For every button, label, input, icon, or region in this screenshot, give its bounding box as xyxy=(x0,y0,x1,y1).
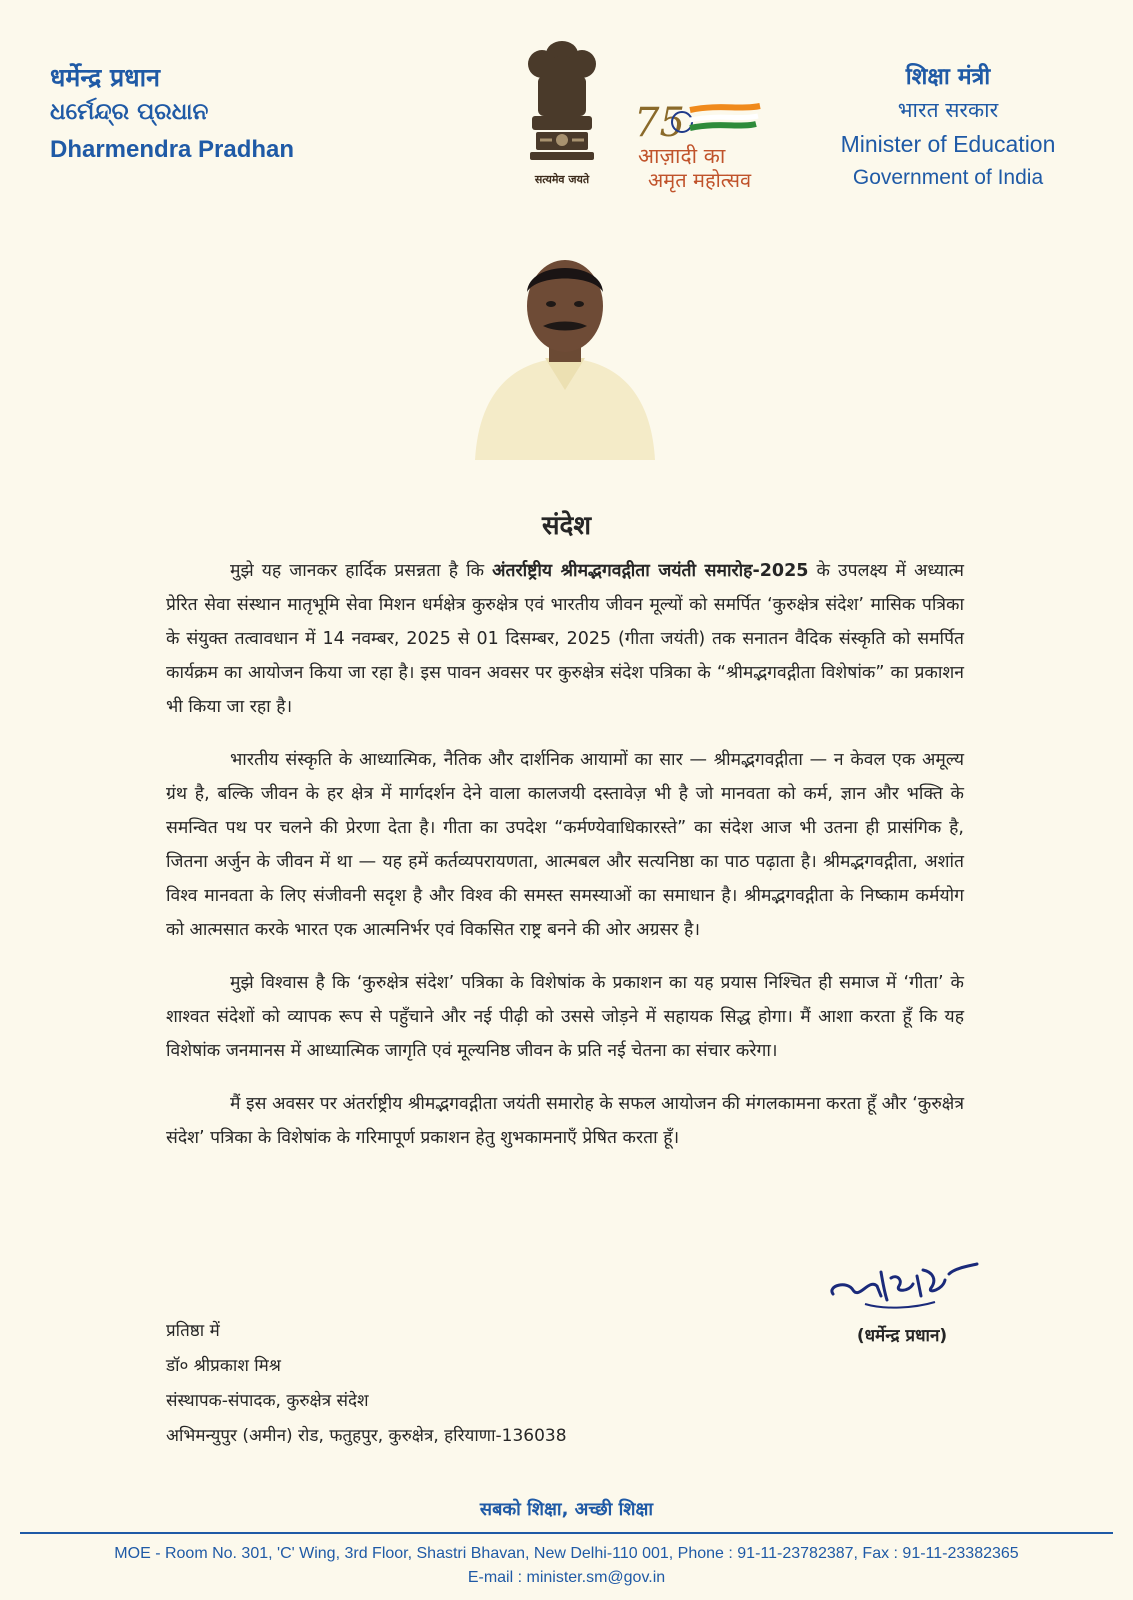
minister-name-hindi: धर्मेन्द्र प्रधान xyxy=(50,63,160,92)
paragraph-1-intro: मुझे यह जानकर हार्दिक प्रसन्नता है कि xyxy=(230,561,493,581)
header-right xyxy=(813,60,1083,194)
footer-slogan: सबको शिक्षा, अच्छी शिक्षा xyxy=(479,1499,654,1520)
letter-title: संदेश xyxy=(541,511,592,541)
government-english: Government of India xyxy=(852,166,1044,189)
address-line-2: डॉ० श्रीप्रकाश मिश्र xyxy=(166,1356,281,1376)
paragraph-1-rest: के उपलक्ष्य में अध्यात्म प्रेरित सेवा संस्थान मातृभूमि सेवा मिशन धर्मक्षेत्र कुरुक्षेत्र एवं भारतीय जीवन मूल्यों को समर्पित ‘कुरुक्षेत्र संदेश’ मासिक पत्रिका के संयुक्त तत्वावधान में 14 नवम्बर, 2025 से 01 दिसम्बर, 2025 (गीता जयंती) तक सनातन वैदिक संस्कृति को समर्पित कार्यक्रम का आयोजन किया जा रहा है। इस पावन अवसर पर कुरुक्षेत्र संदेश पत्रिका के “श्रीमद्भगवद्गीता विशेषांक” का प्रकाशन भी किया जा रहा है। xyxy=(166,561,965,717)
minister-name-odia: ଧର୍ମେନ୍ଦ୍ର ପ୍ରଧାନ xyxy=(50,99,209,125)
azadi-line2: अमृत महोत्सव xyxy=(648,168,752,192)
footer-contact xyxy=(0,1542,1133,1590)
footer-address: MOE - Room No. 301, 'C' Wing, 3rd Floor, Shastri Bhavan, New Delhi-110 001, Phone : 91-11-23782387, Fax : 91-11-23382365 xyxy=(114,1545,1019,1562)
azadi-line1: आज़ादी का xyxy=(638,144,726,168)
signatory-name: (धर्मेन्द्र प्रधान) xyxy=(856,1326,948,1346)
national-emblem-icon xyxy=(520,36,604,186)
minister-title-english: Minister of Education xyxy=(840,131,1056,157)
minister-name-english: Dharmendra Pradhan xyxy=(50,136,295,163)
recipient-address xyxy=(166,1314,567,1454)
address-line-1: प्रतिष्ठा में xyxy=(166,1321,220,1341)
signature-image xyxy=(825,1250,985,1322)
paragraph-1 xyxy=(166,554,964,724)
emblem-motto: सत्यमेव जयते xyxy=(534,173,590,186)
event-name-bold: अंतर्राष्ट्रीय श्रीमद्भगवद्गीता जयंती समारोह-2025 xyxy=(492,561,809,581)
paragraph-4: मैं इस अवसर पर अंतर्राष्ट्रीय श्रीमद्भगवद्गीता जयंती समारोह के सफल आयोजन की मंगलकामना करता हूँ और ‘कुरुक्षेत्र संदेश’ पत्रिका के विशेषांक के गरिमापूर्ण प्रकाशन हेतु शुभकामनाएँ प्रेषित करता हूँ। xyxy=(166,1094,964,1148)
government-hindi: भारत सरकार xyxy=(897,98,999,122)
paragraph-2: भारतीय संस्कृति के आध्यात्मिक, नैतिक और दार्शनिक आयामों का सार — श्रीमद्भगवद्गीता — न केवल एक अमूल्य ग्रंथ है, बल्कि जीवन के हर क्षेत्र में मार्गदर्शन देने वाला कालजयी दस्तावेज़ भी है जो मानवता को कर्म, ज्ञान और भक्ति के समन्वित पथ पर चलने की प्रेरणा देता है। गीता का उपदेश “कर्मण्येवाधिकारस्ते” का संदेश आज भी उतना ही प्रासंगिक है, जितना अर्जुन के जीवन में था — यह हमें कर्तव्यपरायणता, आत्मबल और सत्यनिष्ठा का पाठ पढ़ाता है। श्रीमद्भगवद्गीता, अशांत विश्व मानवता के लिए संजीवनी सदृश है और विश्व की समस्त समस्याओं का समाधान है। श्रीमद्भगवद्गीता के निष्काम कर्मयोग को आत्मसात करके भारत एक आत्मनिर्भर एवं विकसित राष्ट्र बनने की ओर अग्रसर है। xyxy=(166,750,964,940)
minister-portrait xyxy=(465,240,665,460)
letter-body xyxy=(166,554,964,1174)
azadi-ka-amrit-mahotsav-logo xyxy=(630,96,790,196)
header-left xyxy=(50,60,294,172)
svg-text:75: 75 xyxy=(634,100,685,146)
footer-email: E-mail : minister.sm@gov.in xyxy=(467,1569,666,1586)
paragraph-3: मुझे विश्वास है कि ‘कुरुक्षेत्र संदेश’ पत्रिका के विशेषांक के प्रकाशन का यह प्रयास निश्चित ही समाज में ‘गीता’ के शाश्वत संदेशों को व्यापक रूप से पहुँचाने और नई पीढ़ी को उससे जोड़ने में सहायक सिद्ध होगा। मैं आशा करता हूँ कि यह विशेषांक जनमानस में आध्यात्मिक जागृति एवं मूल्यनिष्ठ जीवन के प्रति नई चेतना का संचार करेगा। xyxy=(166,973,964,1061)
footer-divider xyxy=(20,1532,1113,1534)
minister-title-hindi: शिक्षा मंत्री xyxy=(905,64,991,90)
address-line-4: अभिमन्युपुर (अमीन) रोड, फतुहपुर, कुरुक्षेत्र, हरियाणा-136038 xyxy=(166,1426,567,1446)
address-line-3: संस्थापक-संपादक, कुरुक्षेत्र संदेश xyxy=(166,1391,369,1411)
